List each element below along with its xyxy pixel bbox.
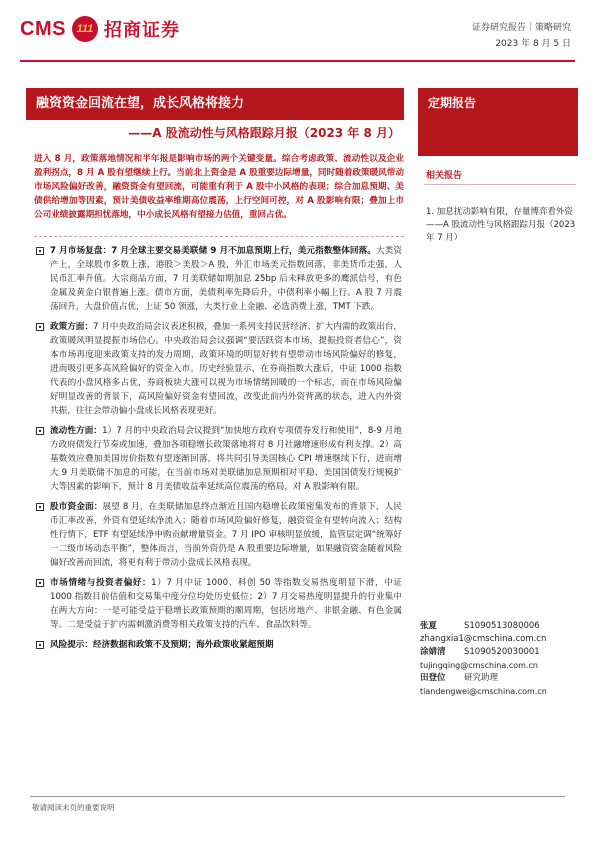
bullet-funds: [36, 500, 402, 570]
side-label: 定期报告: [418, 88, 578, 156]
analyst-name: 田登位: [420, 673, 446, 683]
bullet-market-review: [36, 244, 402, 314]
bullet-lead: 股市资金面：: [50, 502, 103, 512]
bullet-risk: [36, 638, 402, 652]
logo-text-en: CMS: [20, 17, 66, 40]
bullet-sentiment: [36, 576, 402, 632]
bullet-lead: 政策方面：: [50, 322, 93, 332]
report-date: 2023 年 8 月 5 日: [495, 39, 571, 49]
bullet-liquidity: [36, 424, 402, 494]
related-report-link[interactable]: 1. 加息扰动影响有限，存量博弈看外资 ——A 股流动性与风格跟踪月报（2023 年 7 月）: [426, 207, 576, 243]
bullet-list: [36, 244, 402, 658]
analyst-list: [420, 620, 580, 698]
bullet-text: 展望 8 月，在美联储加息终点渐近且国内稳增长政策密集发布的背景下，人民币汇率改善，外资有望延续净流入；随着市场风险偏好修复，融资资金有望转向流入；结构性行情下，ETF 有望延续净申购贡献增量资金。7 月 IPO 审核明显放缓，监管层定调“统筹好一二级市场动态平衡”，整体而言，当前外资仍是 A 股重要边际增量，如果融资资金随着风险偏好改善而回流，将更有利于带动小盘成长风格表现。: [50, 502, 402, 568]
related-divider: [424, 184, 576, 185]
bullet-text: 大类资产上，全球股市多数上涨，港股＞美股＞A 股，外汇市场美元指数回落，非美货币走强，人民币汇率升值。大宗商品方面，7 月美联储如期加息 25bp 后未释放更多的鹰派信号，有色金属及黄金白银普遍上涨。债市方面，美债利率先降后升，中债利率小幅上行。A 股 7 月震荡回升，大盘价值占优，上证 50 领涨，大类行业上金融、必选消费上涨，TMT 下跌。: [50, 246, 402, 312]
header-meta: [472, 20, 571, 52]
bullet-lead-inline: 经济数据和政策不及预期；海外政策收紧超预期: [92, 640, 274, 650]
report-title: 融资资金回流在望，成长风格将接力: [26, 88, 404, 120]
related-reports-title: 相关报告: [426, 171, 463, 181]
bullet-marker-icon: [36, 427, 44, 435]
analyst-role: 研究助理: [464, 673, 499, 683]
analyst-row: [420, 672, 580, 685]
bullet-text: 1）7 月的中央政治局会议提到“加快地方政府专项债券发行和使用”，8-9 月地方政府债发行节奏或加速，叠加各项稳增长政策落地将对 8 月社融增速形成有利支撑。2）高基数效应叠加美国房价指数有望逐渐回落，将共同引导美国核心 CPI 增速继续下行，进而增大 9 月美联储不加息的可能，在当前市场对美联储加息预期相对平稳、美国国债发行规模扩大等因素的影响下，预计 8 月美债收益率延续高位震荡的格局，对 A 股影响有限。: [50, 426, 402, 492]
cms-logo: [20, 16, 180, 42]
analyst-row: [420, 646, 580, 659]
header-divider: [20, 60, 575, 62]
bullet-marker-icon: [36, 323, 44, 331]
report-header: [0, 0, 595, 62]
report-subtitle: ——A 股流动性与风格跟踪月报（2023 年 8 月）: [128, 126, 400, 140]
summary-paragraph: 进入 8 月，政策落地情况和半年报是影响市场的两个关键变量。综合考虑政策、流动性以及企业盈利拐点，8 月 A 股有望继续上行。当前北上资金是 A 股重要边际增量，同时随着政策暖风带动市场风险偏好改善，融资资金有望回流，可能重有利于 A 股中小风格的表现；综合加息预期、美债供给增加等因素，预计美债收益率维期高位震荡，上行空间可控，对 A 股影响有限；叠加上市公司业绩披露期担忧落地，中小成长风格有望接力估值，重回占优。: [34, 154, 404, 220]
bullet-lead: 流动性方面：: [50, 426, 103, 436]
bullet-lead: 7 月市场复盘：: [50, 246, 112, 256]
footer-note: 敬请阅读末页的重要说明: [32, 803, 115, 812]
bullet-lead-inline: 7 月全球主要交易美联储 9 月不加息预期上行，美元指数整体回落。: [111, 246, 376, 256]
report-type: 证券研究报告｜策略研究: [471, 23, 571, 33]
analyst-email[interactable]: tiandengwei@cmschina.com.cn: [420, 687, 547, 696]
footer-divider: [30, 796, 565, 797]
bullet-marker-icon: [36, 579, 44, 587]
bullet-lead: 市场情绪与投资者偏好：: [50, 578, 152, 588]
analyst-name: 涂婧清: [420, 647, 446, 657]
analyst-name: 张夏: [420, 621, 438, 631]
analyst-id: S1090513080006: [464, 621, 540, 631]
bullet-lead: 风险提示：: [50, 640, 93, 650]
logo-text-cn: 招商证券: [103, 20, 180, 41]
analyst-row: [420, 620, 580, 633]
bullet-policy: [36, 320, 402, 418]
bullet-marker-icon: [36, 247, 44, 255]
bullet-marker-icon: [36, 641, 44, 649]
summary-divider: [34, 236, 404, 237]
bullet-marker-icon: [36, 503, 44, 511]
analyst-email[interactable]: zhangxia1@cmschina.com.cn: [420, 634, 547, 644]
bullet-text: 7 月中央政治局会议表述积极，叠加一系列支持民营经济、扩大内需的政策出台，政策暖风明显提振市场信心。中央政治局会议强调“要活跃资本市场，提振投资者信心”，资本市场再度迎来政策支持的发力周期，政策环境的明显好转有望带动市场风险偏好的修复，进而吸引更多高风险偏好的资金入市。历史经验显示，在券商指数大涨后，中证 1000 指数代表的小盘风格多占优，券商板块大涨可以视为市场情绪回暖的一个标志，而在市场风险偏好明显改善的背景下，高风险偏好资金有望回流，改变此前内外资背离的状态，进入内外资共振，往往会带动偏小盘成长风格表现更好。: [50, 322, 402, 416]
logo-emblem-icon: 111: [72, 16, 98, 42]
bullet-text: 1）7 月中证 1000、科创 50 等指数交易热度明显下滑，中证 1000 指数目前估值和交易集中度分位均处历史低位；2）7 月交易热度明显提升的行业集中在两大方向：一是可能受益于稳增长政策预期的顺周期，包括房地产、非银金融、有色金属等。二是受益于扩内需刺激消费等相关政策支持的汽车、食品饮料等。: [50, 578, 402, 630]
analyst-id: S1090520030001: [464, 647, 540, 657]
analyst-email[interactable]: tujingqing@cmschina.com.cn: [420, 661, 538, 670]
